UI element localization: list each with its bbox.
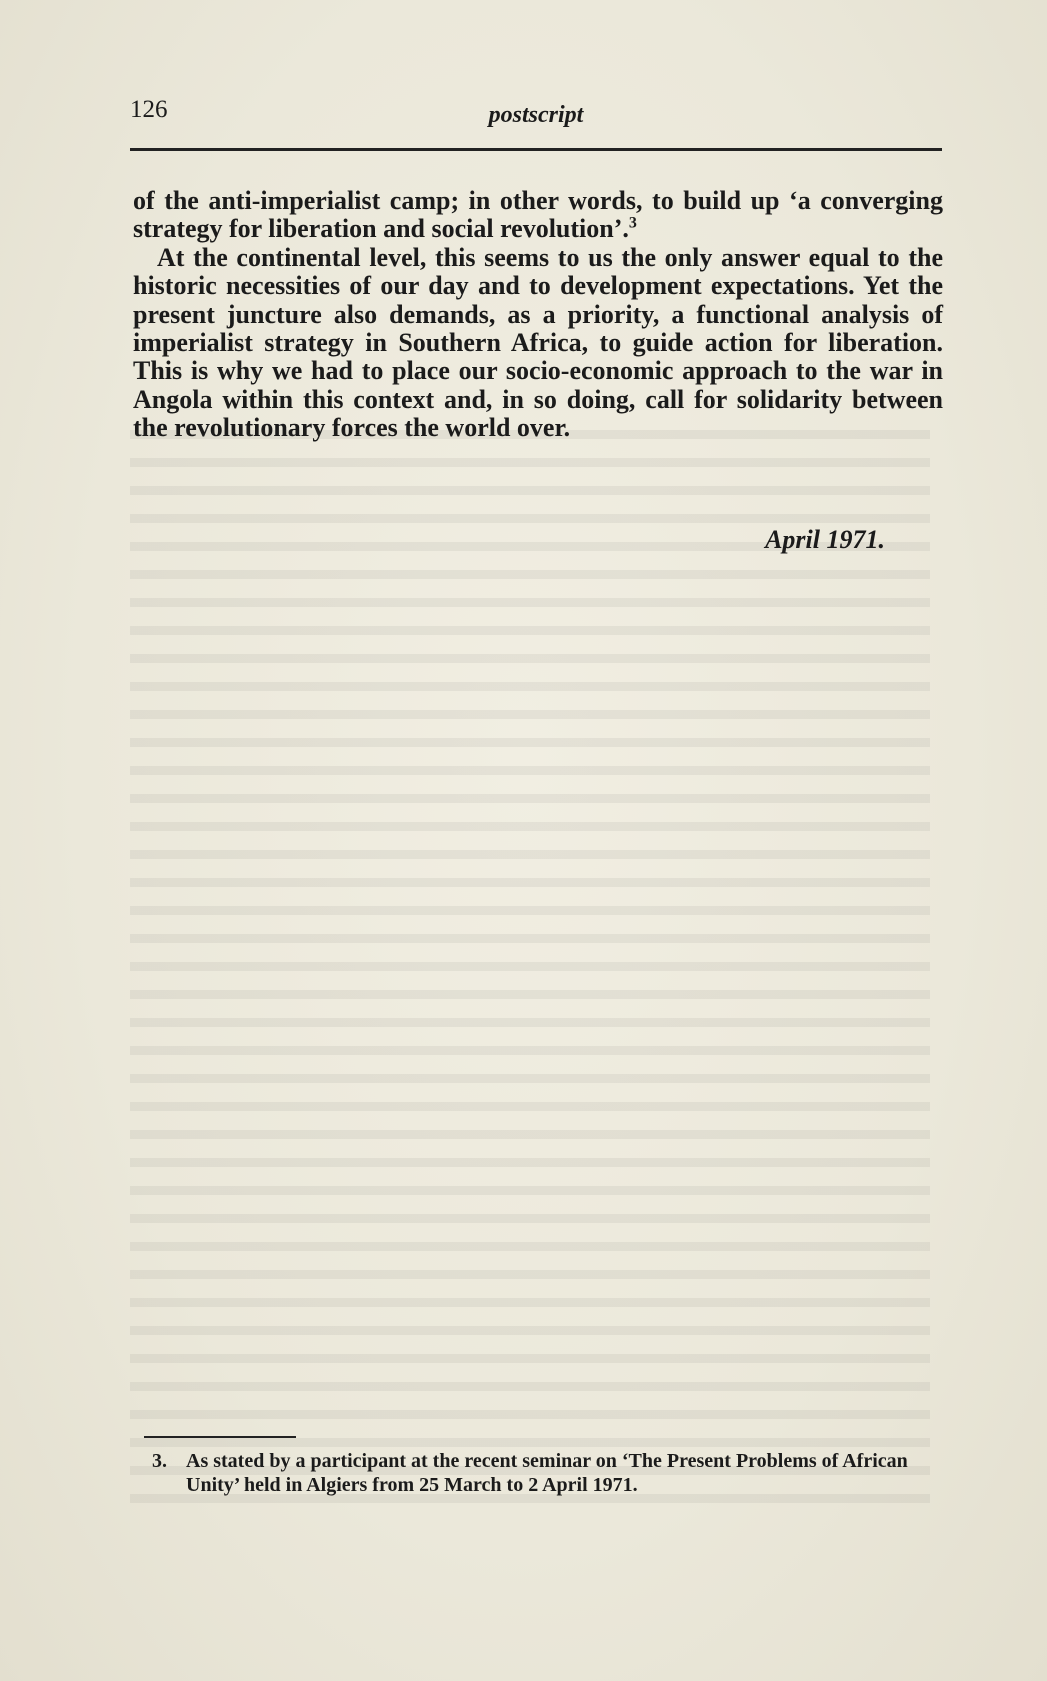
paragraph: At the continental level, this seems to us the only answer equal to the historic necessities of our day and to development expectations. Yet the present juncture also demands, as a priority, a functional analysis of imperialist strategy in Southern Africa, to guide action for liberation. This is why we had to place our socio-economic approach to the war in Angola within this context and, in so doing, call for solidarity between the revolutionary forces the world over. [133, 242, 943, 443]
footnote-number: 3. [152, 1450, 167, 1472]
page-number: 126 [130, 96, 168, 123]
paragraph-text: of the anti-imperialist camp; in other words, to build up ‘a converging strategy for liberation and social revolution’. [133, 186, 943, 244]
footnote-rule [144, 1436, 296, 1438]
show-through-text [130, 430, 930, 1510]
signoff-date: April 1971. [765, 525, 885, 554]
page-header [130, 96, 942, 148]
footnote [152, 1449, 952, 1497]
running-head: postscript [488, 102, 584, 128]
footnote-text: As stated by a participant at the recent seminar on ‘The Present Problems of African Unity’ held in Algiers from 25 March to 2 April 1971. [186, 1450, 908, 1496]
paragraph [133, 187, 943, 244]
footnote-reference[interactable]: 3 [628, 214, 637, 232]
header-rule [130, 148, 942, 151]
body-text [133, 187, 943, 443]
